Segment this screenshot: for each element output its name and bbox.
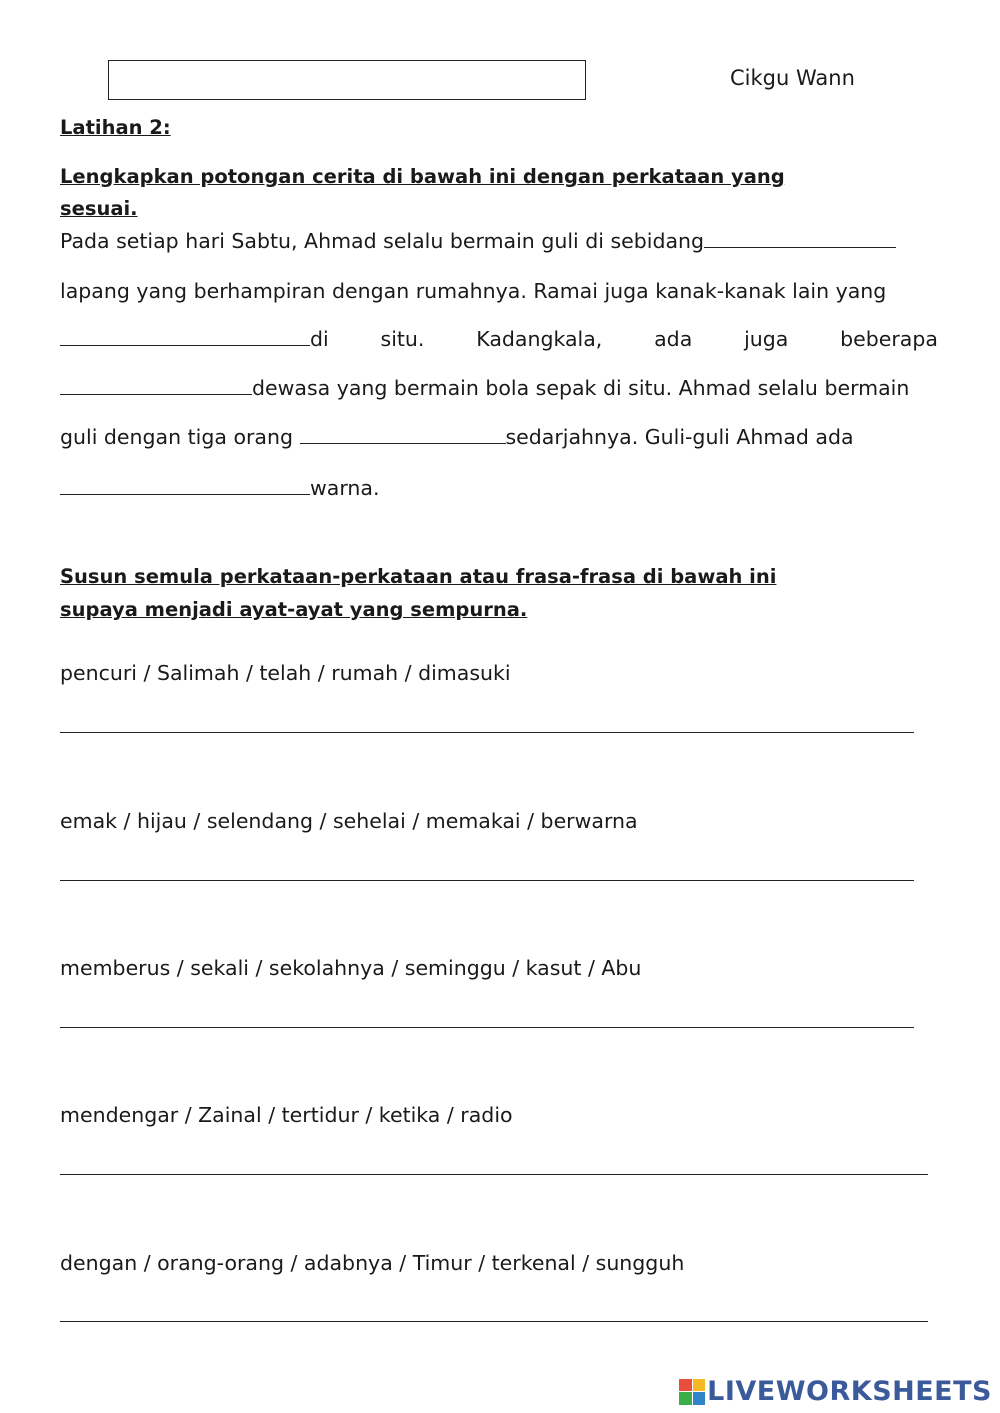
scrambled-sentence-4: mendengar / Zainal / tertidur / ketika / radio [60,1103,513,1127]
scrambled-sentence-1: pencuri / Salimah / telah / rumah / dimasuki [60,661,511,685]
section2-instruction-line1: Susun semula perkataan-perkataan atau frasa-frasa di bawah ini [60,565,777,588]
section1-instruction-line2: sesuai. [60,197,138,220]
answer-line-3[interactable] [60,1027,914,1028]
story-line-4 [60,376,909,400]
story-text: Pada setiap hari Sabtu, Ahmad selalu bermain guli di sebidang [60,229,705,253]
story-line-2: lapang yang berhampiran dengan rumahnya. Ramai juga kanak-kanak lain yang [60,279,887,303]
story-line-6 [60,476,379,500]
story-word: juga [744,327,789,351]
story-text: dewasa yang bermain bola sepak di situ. Ahmad selalu bermain [252,376,910,400]
name-input-box[interactable] [108,60,586,100]
blank-2[interactable] [60,327,310,346]
story-text: guli dengan tiga orang [60,425,300,449]
story-word: ada [654,327,693,351]
story-word: Kadangkala, [476,327,603,351]
scrambled-sentence-2: emak / hijau / selendang / sehelai / memakai / berwarna [60,809,638,833]
blank-3[interactable] [60,376,252,395]
answer-line-1[interactable] [60,732,914,733]
answer-line-4[interactable] [60,1174,928,1175]
story-line-5 [60,425,854,449]
story-text: warna. [310,476,380,500]
story-word: beberapa [840,327,938,351]
story-line-3 [60,327,938,351]
section1-instruction-line1: Lengkapkan potongan cerita di bawah ini dengan perkataan yang [60,165,785,188]
exercise-title: Latihan 2: [60,116,171,139]
answer-line-5[interactable] [60,1321,928,1322]
teacher-name: Cikgu Wann [730,66,855,90]
blank-5[interactable] [60,476,310,495]
answer-line-2[interactable] [60,880,914,881]
logo-mark-icon [679,1379,705,1405]
section2-instruction-line2: supaya menjadi ayat-ayat yang sempurna. [60,598,528,621]
logo-square [679,1379,692,1392]
story-word: di [310,327,329,351]
liveworksheets-logo [679,1376,992,1407]
logo-square [693,1379,706,1392]
logo-square [679,1392,692,1405]
story-text: sedarjahnya. Guli-guli Ahmad ada [505,425,854,449]
blank-1[interactable] [704,229,896,248]
logo-text: LIVEWORKSHEETS [707,1376,992,1407]
scrambled-sentence-3: memberus / sekali / sekolahnya / seminggu / kasut / Abu [60,956,642,980]
story-line-1 [60,229,896,253]
logo-square [693,1392,706,1405]
story-word: situ. [380,327,425,351]
blank-4[interactable] [300,425,506,444]
scrambled-sentence-5: dengan / orang-orang / adabnya / Timur / terkenal / sungguh [60,1251,685,1275]
